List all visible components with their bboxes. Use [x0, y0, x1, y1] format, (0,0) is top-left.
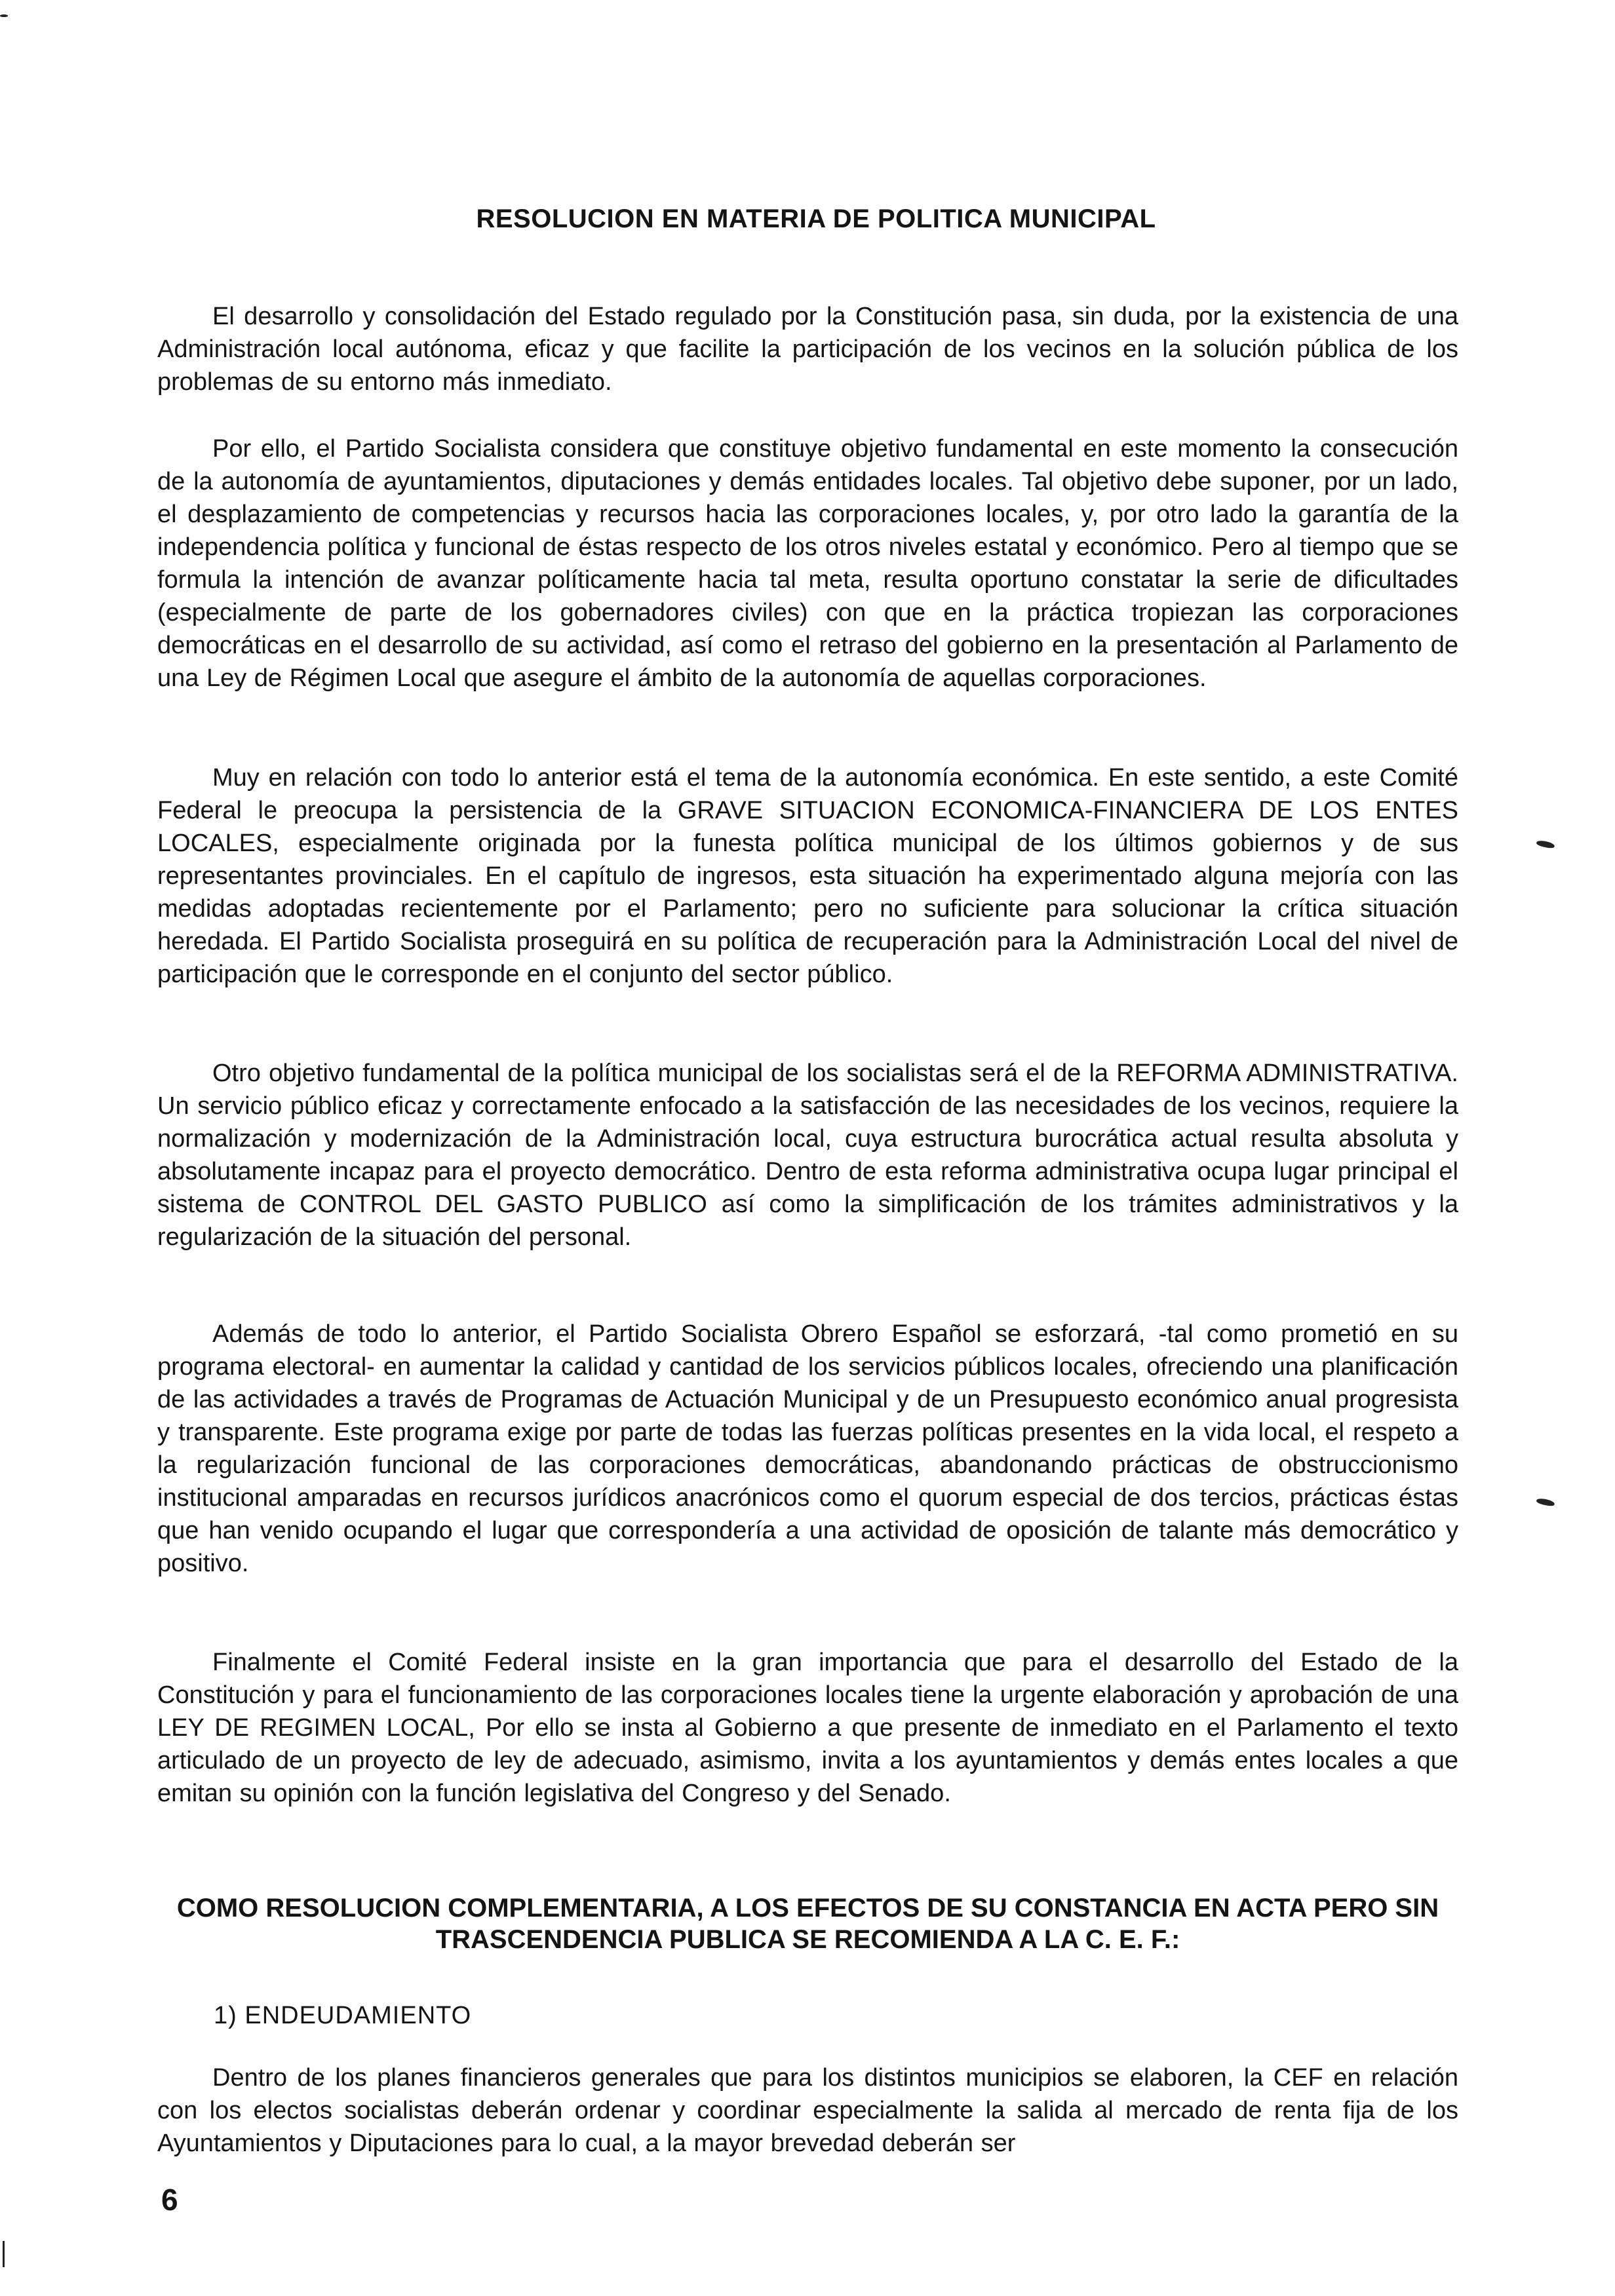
- paragraph-3: Muy en relación con todo lo anterior está el tema de la autonomía económica. En este sentido, a este Comité Federal le preocupa la persistencia de la GRAVE SITUACION ECONOMICA-FINANCIERA DE LOS ENTES LOCALES, especialmente originada por la funesta política municipal de los últimos gobiernos y de sus representantes provinciales. En el capítulo de ingresos, esta situación ha experimentado alguna mejoría con las medidas adoptadas recientemente por el Parlamento; pero no suficiente para solucionar la crítica situación heredada. El Partido Socialista proseguirá en su política de recuperación para la Administración Local del nivel de participación que le corresponde en el conjunto del sector público.: [157, 764, 1458, 988]
- scan-mark: [3, 2241, 5, 2267]
- paragraph-6: Finalmente el Comité Federal insiste en la gran importancia que para el desarrollo del Estado de la Constitución y para el funcionamiento de las corporaciones locales tiene la urgente elaboración y aprobación de una LEY DE REGIMEN LOCAL, Por ello se insta al Gobierno a que presente de inmediato en el Parlamento el texto articulado de un proyecto de ley de adecuado, asimismo, invita a los ayuntamientos y demás entes locales a que emitan su opinión con la función legislativa del Congreso y del Senado.: [157, 1649, 1458, 1807]
- scan-mark: [1536, 839, 1555, 849]
- page-title: RESOLUCION EN MATERIA DE POLITICA MUNICIPAL: [476, 204, 1156, 233]
- item-paragraph: Dentro de los planes financieros generales que para los distintos municipios se elaboren, la CEF en relación con los electos socialistas deberán ordenar y coordinar especialmente la salida al mercado de renta fija de los Ayuntamientos y Diputaciones para lo cual, a la mayor brevedad deberán ser: [157, 2064, 1458, 2157]
- paragraph-1: El desarrollo y consolidación del Estado regulado por la Constitución pasa, sin duda, por la existencia de una Administración local autónoma, eficaz y que facilite la participación de los vecinos en la solución pública de los problemas de su entorno más inmediato.: [157, 303, 1458, 396]
- item-heading: 1) ENDEUDAMIENTO: [214, 2002, 472, 2029]
- paragraph-4: Otro objetivo fundamental de la política municipal de los socialistas será el de la REFORMA ADMINISTRATIVA. Un servicio público eficaz y correctamente enfocado a la satisfacción de las necesidades de los vecinos, requiere la normalización y modernización de la Administración local, cuya estructura burocrática actual resulta absoluta y absolutamente incapaz para el proyecto democrático. Dentro de esta reforma administrativa ocupa lugar principal el sistema de CONTROL DEL GASTO PUBLICO así como la simplificación de los trámites administrativos y la regularización de la situación del personal.: [157, 1060, 1458, 1251]
- scan-mark: [1536, 1497, 1555, 1507]
- scan-mark: [0, 14, 8, 17]
- section-subtitle: COMO RESOLUCION COMPLEMENTARIA, A LOS EFECTOS DE SU CONSTANCIA EN ACTA PERO SIN TRASCENDENCIA PUBLICA SE RECOMIENDA A LA C. E. F.:: [176, 1894, 1439, 1954]
- paragraph-5: Además de todo lo anterior, el Partido Socialista Obrero Español se esforzará, -tal como prometió en su programa electoral- en aumentar la calidad y cantidad de los servicios públicos locales, ofreciendo una planificación de las actividades a través de Programas de Actuación Municipal y de un Presupuesto económico anual progresista y transparente. Este programa exige por parte de todas las fuerzas políticas presentes en la vida local, el respeto a la regularización funcional de las corporaciones democráticas, abandonando prácticas de obstruccionismo institucional amparadas en recursos jurídicos anacrónicos como el quorum especial de dos tercios, prácticas éstas que han venido ocupando el lugar que correspondería a una actividad de oposición de talante más democrático y positivo.: [157, 1320, 1458, 1577]
- paragraph-2: Por ello, el Partido Socialista considera que constituye objetivo fundamental en este momento la consecución de la autonomía de ayuntamientos, diputaciones y demás entidades locales. Tal objetivo debe suponer, por un lado, el desplazamiento de competencias y recursos hacia las corporaciones locales, y, por otro lado la garantía de la independencia política y funcional de éstas respecto de los otros niveles estatal y económico. Pero al tiempo que se formula la intención de avanzar políticamente hacia tal meta, resulta oportuno constatar la serie de dificultades (especialmente de parte de los gobernadores civiles) con que en la práctica tropiezan las corporaciones democráticas en el desarrollo de su actividad, así como el retraso del gobierno en la presentación al Parlamento de una Ley de Régimen Local que asegure el ámbito de la autonomía de aquellas corporaciones.: [157, 435, 1458, 692]
- page-number: 6: [161, 2183, 178, 2217]
